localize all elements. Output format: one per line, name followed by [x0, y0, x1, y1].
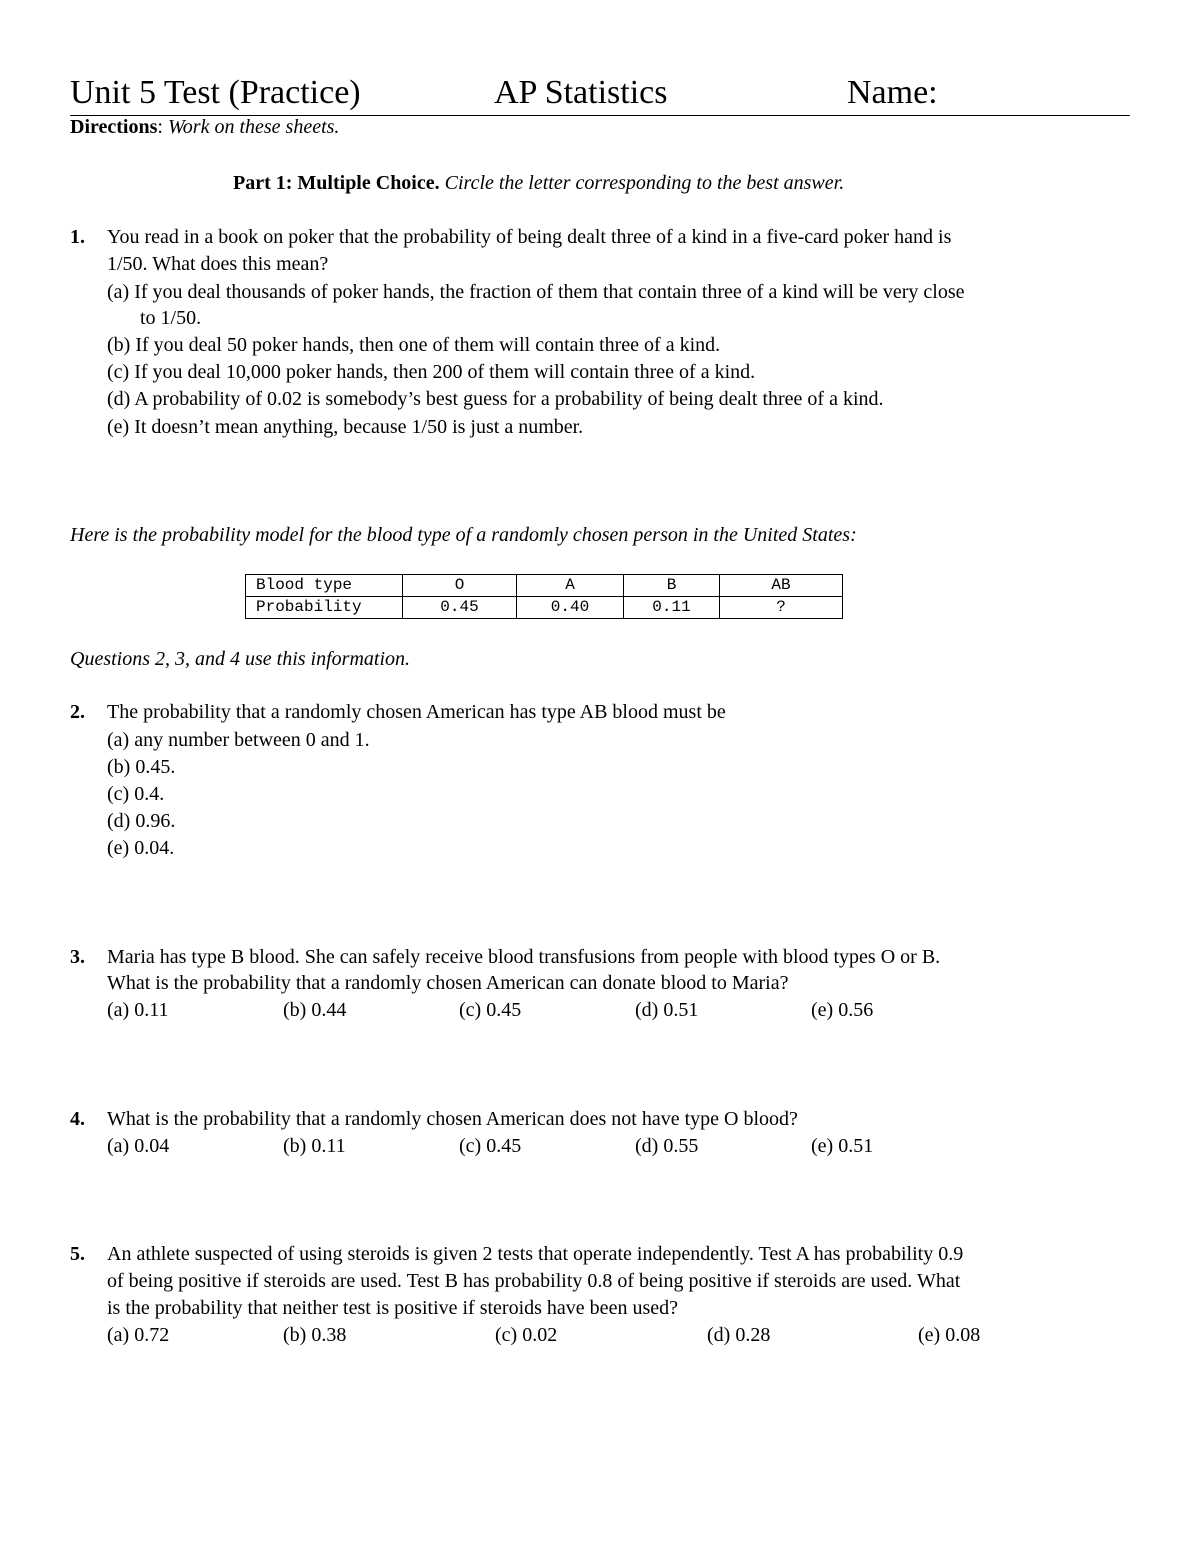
table-cell: Probability: [246, 597, 403, 619]
directions: [70, 116, 339, 139]
q4-option-a: (a) 0.04: [107, 1135, 170, 1157]
q4-option-c: (c) 0.45: [459, 1135, 522, 1157]
q3-option-d: (d) 0.51: [635, 999, 699, 1021]
page-header: [70, 70, 1130, 116]
probability-model-intro: Here is the probability model for the blood type of a randomly chosen person in the United States:: [70, 524, 857, 546]
q3-option-e: (e) 0.56: [811, 999, 874, 1021]
q2-number: 2.: [70, 701, 85, 723]
q5-option-c: (c) 0.02: [495, 1324, 558, 1346]
q2-option-c: (c) 0.4.: [107, 783, 165, 805]
table-cell: 0.40: [517, 597, 624, 619]
q3-option-c: (c) 0.45: [459, 999, 522, 1021]
directions-text: Work on these sheets.: [167, 116, 340, 138]
q5-option-a: (a) 0.72: [107, 1324, 170, 1346]
q2-option-a: (a) any number between 0 and 1.: [107, 729, 370, 751]
table-cell: 0.45: [403, 597, 517, 619]
course-name: AP Statistics: [494, 74, 668, 111]
q1-option-e: (e) It doesn’t mean anything, because 1/50 is just a number.: [107, 416, 584, 438]
q5-stem-line: of being positive if steroids are used. Test B has probability 0.8 of being positive if steroids are used. What: [107, 1270, 961, 1292]
q4-option-b: (b) 0.11: [283, 1135, 346, 1157]
blood-type-table: [245, 574, 843, 619]
q1-stem-line: You read in a book on poker that the probability of being dealt three of a kind in a five-card poker hand is: [107, 226, 952, 248]
q1-option-a-cont: to 1/50.: [140, 307, 202, 329]
q3-number: 3.: [70, 946, 85, 968]
q5-option-e: (e) 0.08: [918, 1324, 981, 1346]
q3-option-a: (a) 0.11: [107, 999, 169, 1021]
q1-option-a: (a) If you deal thousands of poker hands, the fraction of them that contain three of a kind will be very close: [107, 281, 965, 303]
q3-stem-line: What is the probability that a randomly chosen American can donate blood to Maria?: [107, 972, 789, 994]
q2-option-e: (e) 0.04.: [107, 837, 175, 859]
q5-stem-line: is the probability that neither test is positive if steroids have been used?: [107, 1297, 678, 1319]
table-cell: ?: [720, 597, 843, 619]
directions-separator: :: [157, 116, 168, 138]
table-cell: O: [403, 575, 517, 597]
table-header-row: [246, 575, 843, 597]
part1-instruction: Circle the letter corresponding to the best answer.: [444, 172, 845, 194]
q4-option-e: (e) 0.51: [811, 1135, 874, 1157]
table-cell: A: [517, 575, 624, 597]
part1-label: Part 1: Multiple Choice.: [233, 172, 440, 194]
q4-number: 4.: [70, 1108, 85, 1130]
table-cell: 0.11: [624, 597, 720, 619]
q1-stem-line: 1/50. What does this mean?: [107, 253, 329, 275]
part1-heading: [233, 172, 844, 195]
q2-option-d: (d) 0.96.: [107, 810, 176, 832]
q4-stem: What is the probability that a randomly chosen American does not have type O blood?: [107, 1108, 798, 1130]
test-title: Unit 5 Test (Practice): [70, 74, 361, 111]
table-row: [246, 597, 843, 619]
q5-number: 5.: [70, 1243, 85, 1265]
q5-option-b: (b) 0.38: [283, 1324, 347, 1346]
q5-stem-line: An athlete suspected of using steroids is given 2 tests that operate independently. Test A has probability 0.9: [107, 1243, 964, 1265]
questions-note: Questions 2, 3, and 4 use this information.: [70, 648, 411, 670]
q2-option-b: (b) 0.45.: [107, 756, 176, 778]
q1-option-c: (c) If you deal 10,000 poker hands, then 200 of them will contain three of a kind.: [107, 361, 756, 383]
directions-label: Directions: [70, 116, 158, 138]
q1-option-d: (d) A probability of 0.02 is somebody’s best guess for a probability of being dealt three of a kind.: [107, 388, 884, 410]
q1-number: 1.: [70, 226, 85, 248]
q3-stem-line: Maria has type B blood. She can safely receive blood transfusions from people with blood types O or B.: [107, 946, 941, 968]
table-cell: B: [624, 575, 720, 597]
q1-option-b: (b) If you deal 50 poker hands, then one of them will contain three of a kind.: [107, 334, 721, 356]
q5-option-d: (d) 0.28: [707, 1324, 771, 1346]
table-cell: AB: [720, 575, 843, 597]
name-label: Name:: [847, 74, 938, 111]
table-cell: Blood type: [246, 575, 403, 597]
q2-stem: The probability that a randomly chosen American has type AB blood must be: [107, 701, 726, 723]
q3-option-b: (b) 0.44: [283, 999, 347, 1021]
q4-option-d: (d) 0.55: [635, 1135, 699, 1157]
